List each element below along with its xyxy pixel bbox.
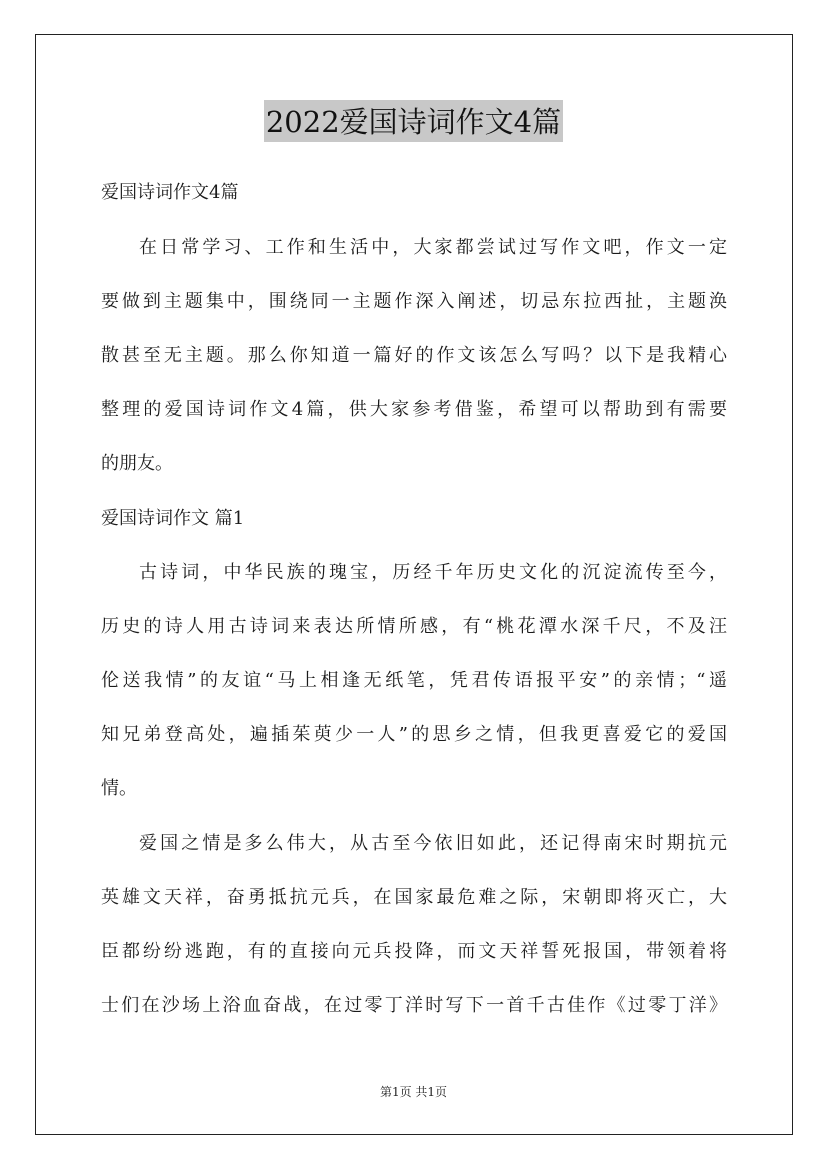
- document-title: 2022爱国诗词作文4篇: [264, 100, 563, 142]
- intro-line-3: 散甚至无主题。那么你知道一篇好的作文该怎么写吗？以下是我精心: [101, 345, 727, 366]
- para1-line-2: 历史的诗人用古诗词来表达所情所感，有“桃花潭水深千尺，不及汪: [101, 616, 727, 637]
- intro-line-4: 整理的爱国诗词作文4篇，供大家参考借鉴，希望可以帮助到有需要: [101, 399, 727, 420]
- para2-line-2: 英雄文天祥，奋勇抵抗元兵，在国家最危难之际，宋朝即将灭亡，大: [101, 887, 727, 908]
- intro-line-1: 在日常学习、工作和生活中，大家都尝试过写作文吧，作文一定: [139, 237, 727, 258]
- para1-line-5: 情。: [101, 778, 137, 799]
- para1-line-4: 知兄弟登高处，遍插茱萸少一人”的思乡之情，但我更喜爱它的爱国: [101, 724, 727, 745]
- page-footer: 第1页 共1页: [379, 1085, 448, 1099]
- section-heading: 爱国诗词作文 篇1: [101, 508, 245, 529]
- intro-line-2: 要做到主题集中，围绕同一主题作深入阐述，切忌东拉西扯，主题涣: [101, 291, 727, 312]
- document-subtitle: 爱国诗词作文4篇: [101, 182, 239, 203]
- para1-line-1: 古诗词，中华民族的瑰宝，历经千年历史文化的沉淀流传至今，: [139, 562, 727, 583]
- para1-line-3: 伦送我情”的友谊“马上相逢无纸笔，凭君传语报平安”的亲情；“遥: [101, 670, 727, 691]
- title-container: [0, 100, 827, 142]
- para2-line-4: 士们在沙场上浴血奋战，在过零丁洋时写下一首千古佳作《过零丁洋》: [101, 995, 727, 1016]
- intro-line-5: 的朋友。: [101, 453, 173, 474]
- para2-line-1: 爱国之情是多么伟大，从古至今依旧如此，还记得南宋时期抗元: [139, 833, 727, 854]
- para2-line-3: 臣都纷纷逃跑，有的直接向元兵投降，而文天祥誓死报国，带领着将: [101, 941, 727, 962]
